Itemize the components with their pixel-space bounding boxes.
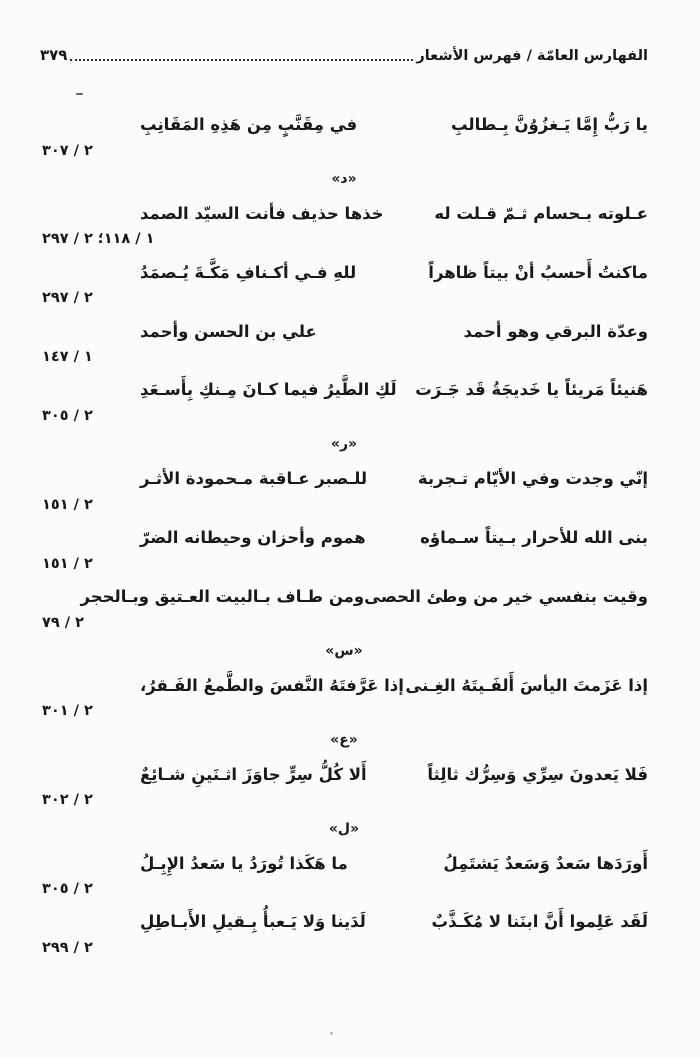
first-hemistich: وقيت بنفسي خير من وطئ الحصى [364,587,648,607]
second-hemistich: هموم وأحزان وحيطانه الضرّ [140,528,366,548]
section-entries [40,466,648,633]
section-letter: «ع» [330,731,358,748]
page-reference: ٢ / ٢٩٧ [42,290,93,307]
first-hemistich: هَنيئاً مَريئاً يا خَديجَةُ قَد جَـرَت [415,380,648,400]
page-number: ٣٧٩ [40,46,68,64]
verse-line [40,466,648,492]
verse-entry [40,377,648,426]
verse-line [40,260,648,286]
first-hemistich: أَورَدَها سَعدٌ وَسَعدٌ يَشتَمِلُ [443,853,648,873]
first-hemistich: ماكنتُ أَحسبُ أنْ بيتاً ظاهراً [428,262,648,282]
first-hemistich: لَقَد عَلِموا أَنَّ ابنَنا لا مُكَـذَّبٌ [431,912,648,932]
verse-entry [40,525,648,574]
section-letter: «ر» [330,436,358,453]
stray-mark [76,93,83,95]
page-reference: ٢ / ٢٩٩ [42,940,93,957]
second-hemistich: علي بن الحسن وأحمد [140,321,317,341]
verse-line [40,525,648,551]
page-header [40,46,648,64]
verse-line [40,851,648,877]
page-reference: ٢ / ١٥١ [42,496,93,513]
section-letter: «ل» [328,820,360,837]
verse-line [40,673,648,699]
first-hemistich: يا رَبُّ إِمَّا يَـغزُوُنَّ بِـطالبِ [450,115,648,134]
verse-line [40,377,648,403]
page-reference: ٢ / ٧٩ [42,614,84,631]
rhyme-section [40,436,648,633]
page-reference: ٢ / ٣٠٥ [42,408,93,424]
verse-entry [40,851,648,900]
verse-entry [40,762,648,811]
first-hemistich: عـلوته بـحسام ثـمّ قـلت له [434,203,648,223]
rhyme-section [40,171,648,426]
section-entries [40,762,648,811]
verse-entry [40,201,648,250]
header-title: الفهارس العامّة / فهرس الأشعار [416,48,648,64]
section-letter: «س» [325,642,363,659]
rhyme-section [40,112,648,161]
stray-mark [330,1032,333,1035]
first-hemistich: إنّي وجدت وفي الأيّام تـجربة [417,469,648,489]
page-reference: ١ / ١١٨؛ ٢ / ٢٩٧ [42,231,155,248]
first-hemistich: فَلا يَعدونَ سِرِّي وَسِرُّك ثالِثاً [427,764,648,784]
rhyme-section [40,643,648,722]
verse-entry [40,260,648,309]
second-hemistich: للـصبر عـاقبة مـحمودة الأثـر [140,469,368,489]
second-hemistich: لَكِ الطَّيرُ فيما كـانَ مِـنكِ بِأَسـعَدِ [140,380,397,400]
page-reference: ٢ / ٣٠٥ [42,881,93,898]
first-hemistich: إذا عَزَمتَ اليأسَ أَلفَـيتَهُ الغِـنى [405,675,648,695]
rhyme-section [40,732,648,811]
verse-line [40,762,648,788]
first-hemistich: وعدّة البرقي وهو أحمد [463,321,648,341]
section-entries [40,851,648,959]
verse-line [40,112,648,138]
second-hemistich: خذها حذيف فأنت السيّد الصمد [140,203,384,223]
second-hemistich: أَلا كُلُّ سِرٍّ جاوَزَ اثـنَينِ شـائِعٌ [140,764,367,784]
section-entries [40,673,648,722]
page-reference: ٢ / ٣٠٢ [42,792,93,809]
rhyme-section [40,821,648,959]
second-hemistich: للهِ فـي أكـنافِ مَكَّـةَ يُـصمَدُ [140,262,357,282]
verse-entry [40,112,648,161]
section-entries [40,112,648,161]
verse-entry [40,319,648,368]
verse-entry [40,466,648,515]
second-hemistich: ما هَكَذا تُورَدُ يا سَعدُ الإِبِـلُ [140,853,348,873]
first-hemistich: بنى الله للأحرار بـيتاً سـماؤه [420,528,648,548]
section-letter: «د» [331,170,357,187]
verse-entry [40,584,648,633]
page-reference: ٢ / ١٥١ [42,555,93,572]
section-entries [40,201,648,426]
second-hemistich: ومن طـاف بـالبيت العـتيق وبـالحجر [80,587,365,607]
verse-entry [40,673,648,722]
verse-entry [40,909,648,958]
poetry-index [40,112,648,958]
page-reference: ٢ / ٣٠١ [42,703,93,720]
second-hemistich: إذا عَرَّفتَهُ النَّفسَ والطَّمعُ الفَـقرُ، [140,675,404,695]
dots-leader [70,59,413,61]
page-reference: ١ / ١٤٧ [42,349,93,366]
second-hemistich: لَدَينا وَلا يَـعبأُ بِـقيلِ الأَبـاطِلِ [140,912,366,932]
verse-line [40,909,648,935]
verse-line [40,584,648,610]
second-hemistich: في مِقَنَّبٍ مِن هَذِهِ المَقَانِبِ [140,115,358,134]
verse-line [40,201,648,227]
verse-line [40,319,648,345]
page-reference: ٢ / ٣٠٧ [42,142,93,159]
